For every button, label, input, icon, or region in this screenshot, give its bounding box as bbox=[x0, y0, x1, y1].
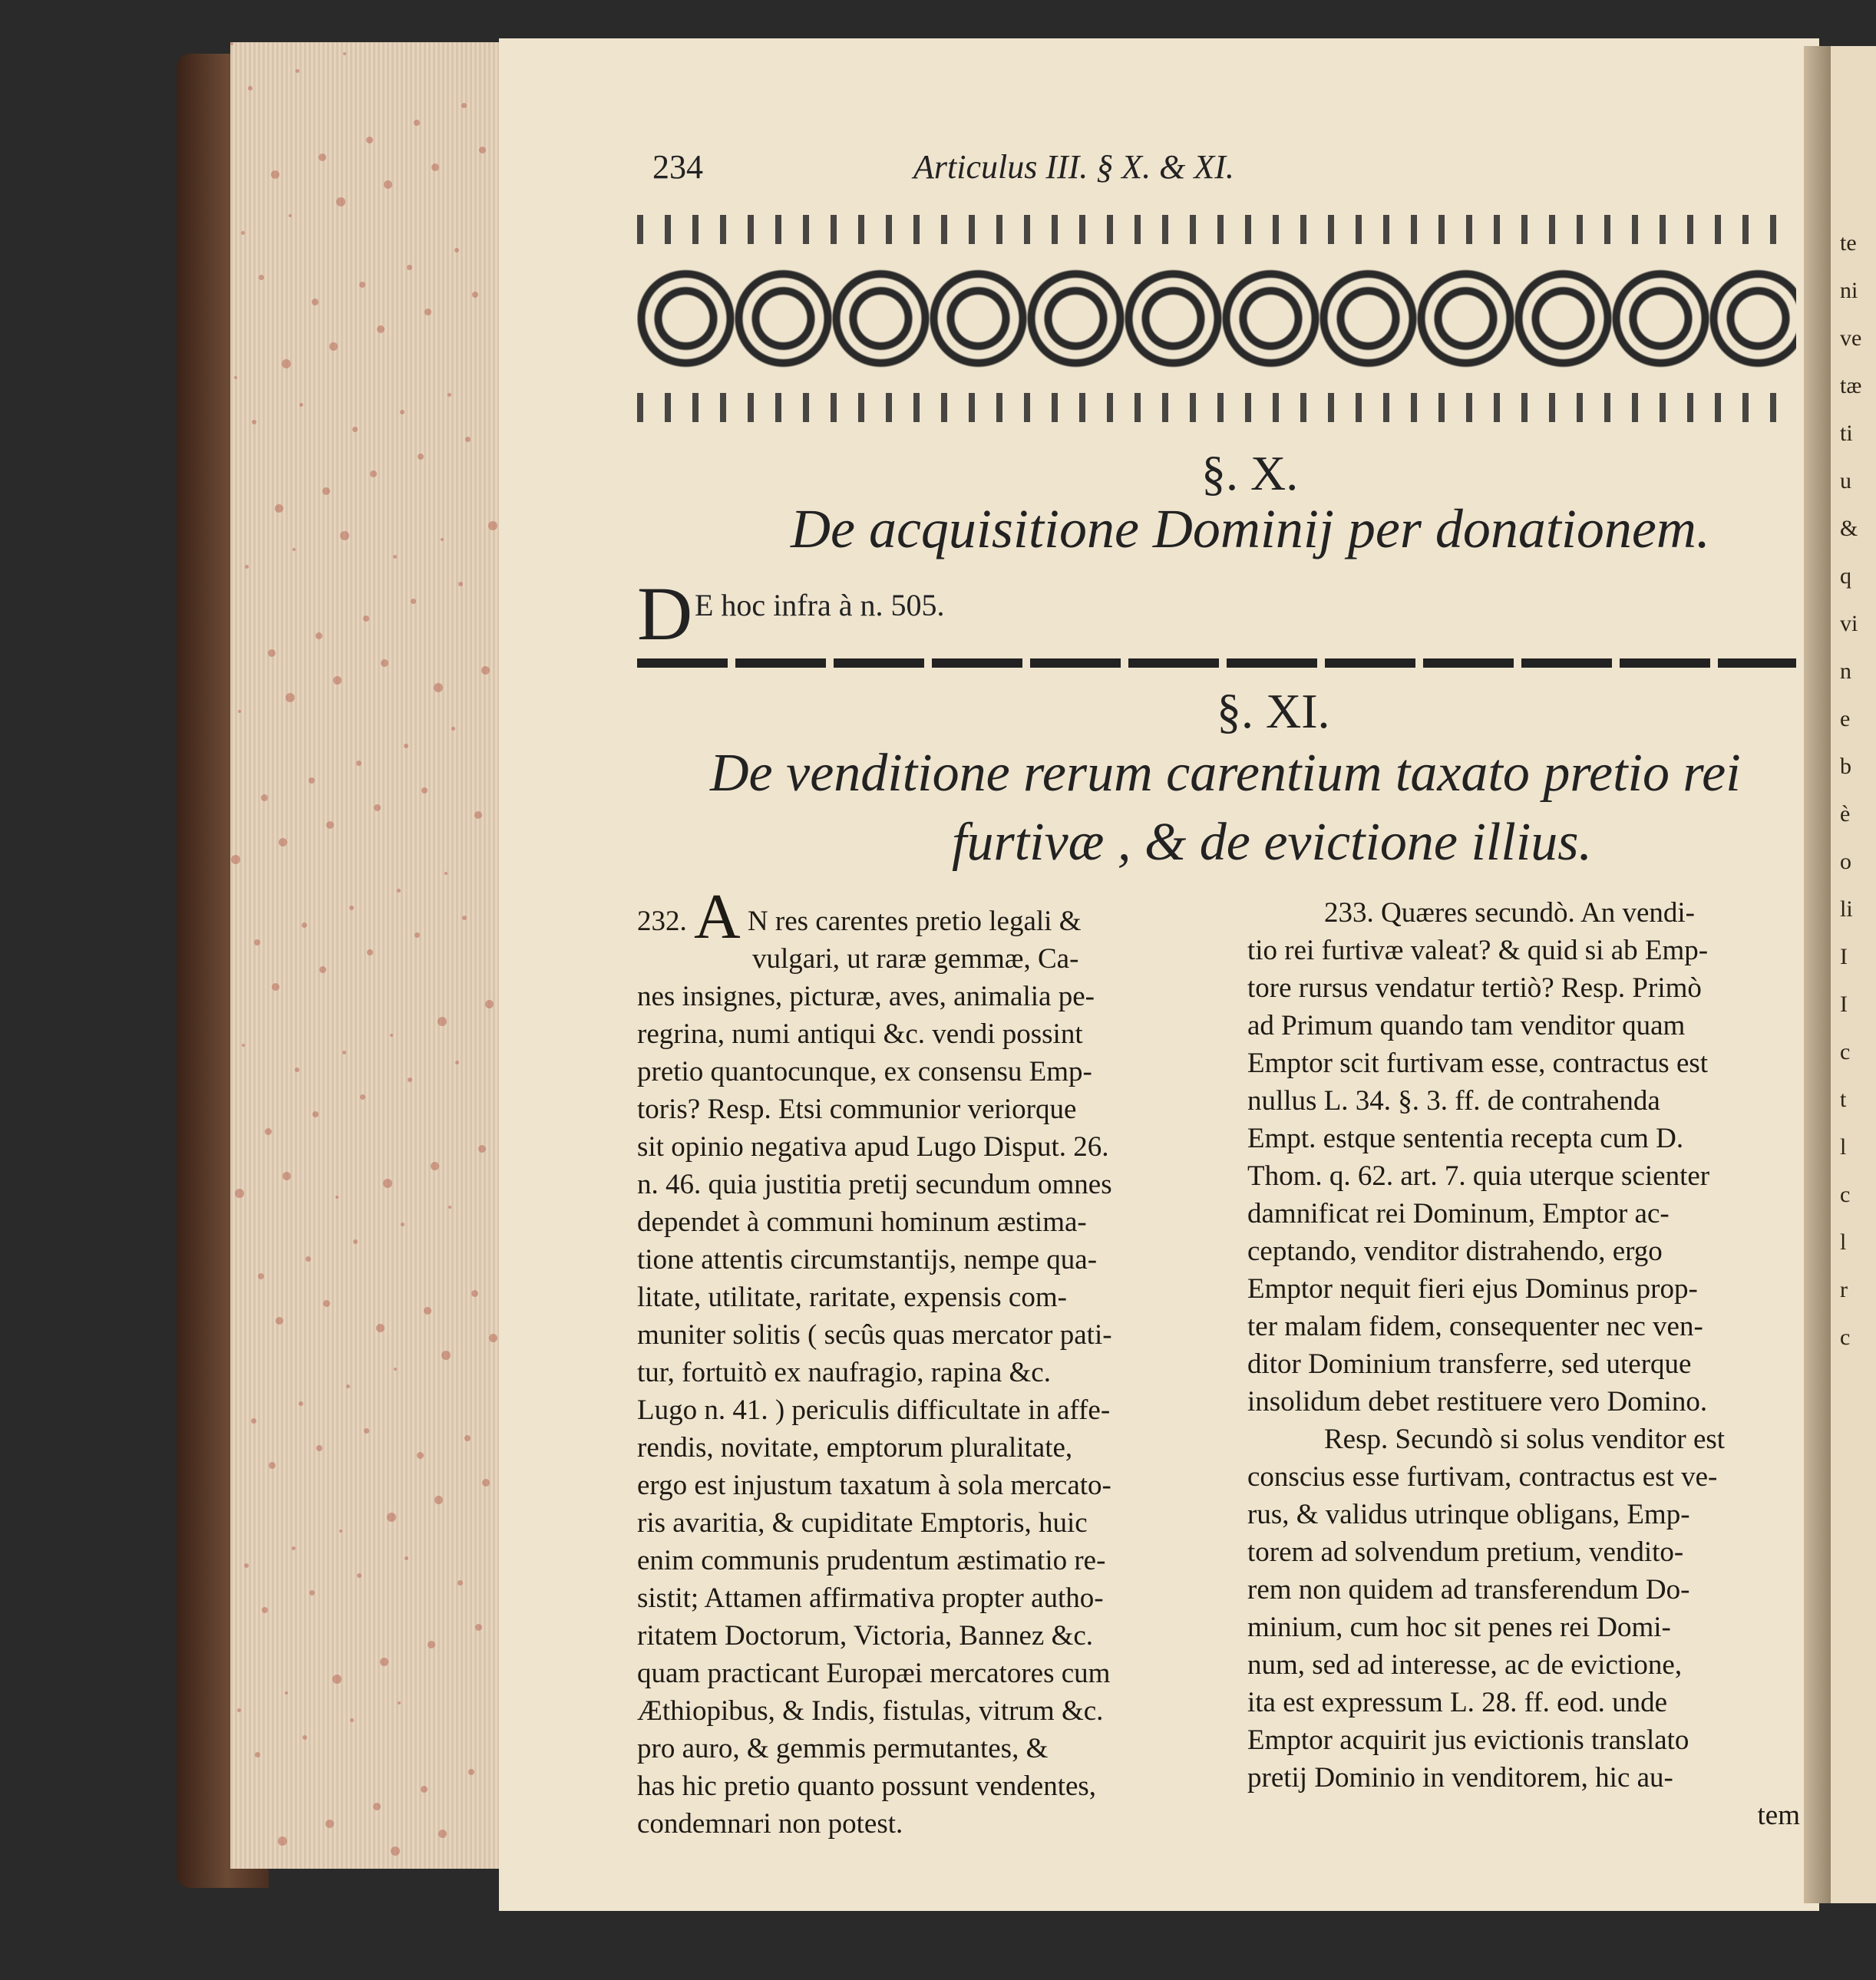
edge-speck bbox=[278, 1836, 287, 1846]
edge-speck bbox=[356, 761, 362, 766]
edge-speck bbox=[258, 1273, 264, 1279]
facing-page-fragment: c bbox=[1840, 1325, 1851, 1350]
verso-page bbox=[499, 38, 1819, 1911]
edge-speck bbox=[414, 120, 420, 126]
edge-speck bbox=[455, 1061, 459, 1064]
edge-speck bbox=[325, 1820, 334, 1828]
paragraph-232-opening bbox=[637, 881, 1209, 952]
edge-speck bbox=[401, 1223, 405, 1226]
facing-page-fragment: ni bbox=[1840, 278, 1858, 303]
text-line: torem ad solvendum pretium, vendito- bbox=[1247, 1536, 1684, 1568]
edge-speck bbox=[326, 821, 334, 829]
edge-speck bbox=[471, 1290, 478, 1297]
text-line: tio rei furtivæ valeat? & quid si ab Emp- bbox=[1247, 935, 1709, 966]
edge-speck bbox=[312, 1111, 319, 1117]
edge-speck bbox=[367, 949, 373, 955]
ornament-middle-band bbox=[637, 257, 1796, 380]
edge-speck bbox=[488, 521, 497, 530]
edge-speck bbox=[394, 1368, 397, 1371]
facing-page-fragment: tæ bbox=[1840, 373, 1862, 398]
edge-speck bbox=[431, 163, 439, 171]
edge-speck bbox=[353, 1239, 358, 1244]
edge-speck bbox=[359, 282, 365, 288]
text-line: sistit; Attamen affirmativa propter autho- bbox=[637, 1582, 1104, 1614]
page-header bbox=[499, 147, 1819, 186]
edge-speck bbox=[322, 487, 330, 495]
facing-page-fragment: I bbox=[1840, 992, 1848, 1017]
edge-speck bbox=[458, 582, 463, 586]
text-line: rendis, novitate, emptorum pluralitate, bbox=[637, 1432, 1073, 1464]
edge-speck bbox=[489, 1334, 497, 1342]
facing-page-fragment: n bbox=[1840, 658, 1851, 684]
edge-speck bbox=[457, 1580, 463, 1586]
edge-speck bbox=[276, 1317, 283, 1325]
edge-speck bbox=[441, 1351, 451, 1360]
edge-speck bbox=[384, 180, 392, 189]
edge-speck bbox=[230, 42, 233, 45]
text-line: tem bbox=[1757, 1800, 1800, 1831]
text-line: ris avaritia, & cupiditate Emptoris, huic bbox=[637, 1507, 1088, 1539]
text-line: dependet à communi hominum æstima- bbox=[637, 1206, 1087, 1238]
edge-speck bbox=[481, 666, 490, 675]
text-line: conscius esse furtivam, contractus est ve- bbox=[1247, 1461, 1718, 1493]
edge-speck bbox=[289, 214, 292, 217]
text-line: Thom. q. 62. art. 7. quia uterque scienter bbox=[1247, 1160, 1710, 1192]
edge-speck bbox=[357, 1573, 362, 1578]
text-line: Lugo n. 41. ) periculis difficultate in affe- bbox=[637, 1394, 1111, 1426]
edge-speck bbox=[428, 1641, 435, 1648]
edge-speck bbox=[275, 504, 283, 513]
edge-speck bbox=[400, 410, 405, 414]
edge-speck bbox=[438, 1830, 447, 1838]
text-line: Emptor nequit fieri ejus Dominus prop- bbox=[1247, 1273, 1698, 1305]
edge-speck bbox=[376, 1324, 385, 1332]
edge-speck bbox=[306, 1256, 311, 1262]
edge-speck bbox=[421, 1786, 428, 1793]
section-x-title: De acquisitione Dominij per donationem. bbox=[791, 498, 1710, 559]
edge-speck bbox=[251, 1418, 256, 1424]
edge-speck bbox=[231, 855, 240, 864]
edge-speck bbox=[252, 420, 256, 424]
text-line: pretij Dominio in venditorem, hic au- bbox=[1247, 1762, 1673, 1794]
edge-speck bbox=[363, 615, 369, 622]
edge-speck bbox=[374, 804, 381, 811]
text-line: nes insignes, picturæ, aves, animalia pe- bbox=[637, 981, 1095, 1012]
edge-speck bbox=[405, 1556, 408, 1560]
text-line: ter malam fidem, consequenter nec ven- bbox=[1247, 1311, 1703, 1342]
facing-page-fragment: & bbox=[1840, 516, 1858, 541]
edge-speck bbox=[319, 153, 326, 161]
edge-speck bbox=[397, 889, 401, 893]
facing-page-fragment: l bbox=[1840, 1134, 1847, 1160]
edge-speck bbox=[434, 683, 443, 692]
edge-speck bbox=[462, 916, 467, 920]
text-line: vulgari, ut raræ gemmæ, Ca- bbox=[752, 943, 1079, 975]
edge-speck bbox=[299, 1401, 303, 1406]
edge-speck bbox=[451, 727, 455, 731]
section-divider-rule bbox=[637, 658, 1796, 668]
edge-speck bbox=[398, 1701, 401, 1704]
facing-page-fragment: q bbox=[1840, 563, 1851, 589]
edge-speck bbox=[268, 649, 276, 657]
section-xi-title-line2: furtivæ , & de evictione illius. bbox=[952, 813, 1593, 872]
edge-speck bbox=[286, 693, 295, 702]
edge-speck bbox=[295, 1068, 299, 1072]
edge-speck bbox=[421, 787, 428, 794]
edge-speck bbox=[479, 147, 486, 153]
edge-speck bbox=[242, 1044, 245, 1047]
edge-speck bbox=[475, 1624, 482, 1631]
edge-speck bbox=[271, 170, 279, 179]
edge-speck bbox=[339, 1530, 342, 1533]
edge-speck bbox=[464, 1435, 471, 1441]
edge-speck bbox=[282, 359, 291, 368]
text-line: Empt. estque sententia recepta cum D. bbox=[1247, 1123, 1684, 1154]
edge-speck bbox=[431, 1162, 439, 1170]
text-line: Æthiopibus, & Indis, fistulas, vitrum &c. bbox=[637, 1695, 1104, 1727]
facing-page-fragment: ve bbox=[1840, 325, 1862, 351]
edge-speck bbox=[335, 1196, 339, 1199]
text-line: ergo est injustum taxatum à sola mercato- bbox=[637, 1470, 1111, 1501]
edge-speck bbox=[241, 231, 245, 235]
facing-page-fragment: c bbox=[1840, 1182, 1851, 1207]
text-line: pro auro, & gemmis permutantes, & bbox=[637, 1733, 1049, 1764]
facing-page-fragment: o bbox=[1840, 849, 1851, 874]
edge-speck bbox=[349, 906, 354, 910]
decorative-headpiece bbox=[637, 215, 1796, 422]
facing-page-fragment: vi bbox=[1840, 611, 1858, 636]
book-gutter bbox=[1804, 46, 1835, 1903]
running-head: Articulus III. § X. & XI. bbox=[913, 148, 1234, 186]
edge-speck bbox=[444, 872, 448, 875]
edge-speck bbox=[364, 1428, 369, 1434]
edge-speck bbox=[254, 939, 260, 945]
edge-speck bbox=[282, 1172, 291, 1180]
text-line: Resp. Secundò si solus venditor est bbox=[1324, 1424, 1726, 1455]
facing-page-fragment: c bbox=[1840, 1039, 1851, 1064]
edge-speck bbox=[391, 1846, 400, 1856]
edge-speck bbox=[316, 1445, 322, 1451]
edge-speck bbox=[285, 1691, 288, 1695]
edge-speck bbox=[237, 1708, 241, 1712]
edge-speck bbox=[438, 1017, 447, 1026]
text-line: n. 46. quia justitia pretij secundum omnes bbox=[637, 1169, 1112, 1200]
facing-page-fragment: l bbox=[1840, 1229, 1847, 1255]
section-x-heading: §. X. bbox=[1201, 446, 1299, 500]
section-xi-title-line1: De venditione rerum carentium taxato pretio rei bbox=[710, 744, 1741, 803]
facing-page-fragment: u bbox=[1840, 468, 1851, 493]
text-line: tore rursus vendatur tertiò? Resp. Primò bbox=[1247, 972, 1702, 1004]
edge-speck bbox=[448, 1206, 451, 1209]
ornament-top-row bbox=[637, 215, 1796, 244]
text-line: condemnari non potest. bbox=[637, 1808, 903, 1840]
edge-speck bbox=[404, 744, 408, 748]
text-line: quam practicant Europæi mercatores cum bbox=[637, 1658, 1111, 1689]
edge-speck bbox=[302, 922, 307, 928]
edge-speck bbox=[407, 265, 412, 270]
edge-speck bbox=[309, 1590, 315, 1596]
initial-letter: A bbox=[694, 881, 741, 952]
edge-speck bbox=[441, 538, 444, 541]
edge-speck bbox=[265, 1128, 272, 1135]
left-text-column bbox=[637, 881, 1209, 1843]
edge-speck bbox=[245, 565, 249, 569]
edge-speck bbox=[408, 1077, 412, 1082]
edge-speck bbox=[370, 470, 377, 477]
edge-speck bbox=[279, 838, 287, 846]
edge-speck bbox=[248, 86, 253, 91]
edge-speck bbox=[309, 777, 315, 784]
edge-speck bbox=[292, 1546, 296, 1550]
edge-speck bbox=[329, 342, 338, 351]
text-line: muniter solitis ( secûs quas mercator pati- bbox=[637, 1319, 1112, 1351]
edge-speck bbox=[478, 1145, 486, 1153]
edge-speck bbox=[352, 427, 358, 432]
text-line: regrina, numi antiqui &c. vendi possint bbox=[637, 1018, 1083, 1050]
edge-speck bbox=[390, 1034, 393, 1037]
facing-page-fragment: e bbox=[1840, 706, 1851, 731]
right-text-column bbox=[1247, 894, 1800, 1834]
edge-speck bbox=[387, 1513, 396, 1522]
text-line: toris? Resp. Etsi communior veriorque bbox=[637, 1094, 1077, 1125]
edge-speck bbox=[340, 531, 349, 540]
text-line: damnificat rei Dominum, Emptor ac- bbox=[1247, 1198, 1670, 1229]
edge-speck bbox=[434, 1496, 443, 1504]
edge-speck bbox=[381, 659, 388, 667]
edge-speck bbox=[238, 710, 241, 713]
facing-page-fragment: t bbox=[1840, 1087, 1847, 1112]
text-line: ditor Dominium transferre, sed uterque bbox=[1247, 1348, 1692, 1380]
edge-speck bbox=[360, 1094, 365, 1100]
facing-page-fragment: b bbox=[1840, 754, 1851, 779]
edge-speck bbox=[299, 403, 303, 407]
edge-speck bbox=[448, 393, 451, 397]
text-line: ceptando, venditor distrahendo, ergo bbox=[1247, 1236, 1663, 1267]
edge-speck bbox=[380, 1658, 388, 1666]
page-number: 234 bbox=[652, 148, 703, 186]
text-line: rus, & validus utrinque obligans, Emp- bbox=[1247, 1499, 1690, 1530]
facing-page-fragment: te bbox=[1840, 230, 1857, 256]
edge-speck bbox=[259, 275, 264, 280]
section-x-text: E hoc infra à n. 505. bbox=[695, 588, 945, 622]
edge-speck bbox=[468, 1769, 474, 1775]
text-line: ad Primum quando tam venditor quam bbox=[1247, 1010, 1686, 1041]
edge-speck bbox=[418, 454, 424, 460]
edge-speck bbox=[319, 966, 326, 973]
text-line: Emptor scit furtivam esse, contractus est bbox=[1247, 1048, 1709, 1079]
text-line: enim communis prudentum æstimatio re- bbox=[637, 1545, 1106, 1576]
edge-speck bbox=[461, 103, 467, 108]
edge-speck bbox=[244, 1563, 249, 1568]
edge-speck bbox=[302, 1735, 307, 1740]
edge-speck bbox=[366, 137, 373, 144]
facing-page-edge bbox=[1831, 46, 1876, 1903]
edge-speck bbox=[482, 1479, 490, 1487]
edge-speck bbox=[350, 1718, 354, 1722]
edge-speck bbox=[417, 1452, 424, 1459]
edge-speck bbox=[235, 1189, 244, 1198]
page-edges bbox=[230, 42, 507, 1869]
edge-speck bbox=[332, 1675, 342, 1684]
edge-speck bbox=[234, 376, 237, 379]
text-line: num, sed ad interesse, ac de evictione, bbox=[1247, 1649, 1683, 1681]
edge-speck bbox=[474, 811, 482, 819]
paragraph-number: 232. bbox=[637, 906, 687, 937]
edge-speck bbox=[323, 1300, 330, 1307]
edge-speck bbox=[346, 1384, 350, 1388]
edge-speck bbox=[336, 197, 345, 206]
edge-speck bbox=[333, 676, 342, 685]
text-line: 233. Quæres secundò. An vendi- bbox=[1324, 897, 1695, 929]
text-line: insolidum debet restituere vero Domino. bbox=[1247, 1386, 1708, 1417]
edge-speck bbox=[377, 325, 385, 333]
facing-page-fragment: li bbox=[1840, 896, 1853, 922]
right-column-lines bbox=[1247, 894, 1800, 1834]
facing-page-fragment: ti bbox=[1840, 421, 1853, 446]
facing-page-fragment: I bbox=[1840, 944, 1848, 969]
edge-speck bbox=[292, 548, 296, 551]
text-line: N res carentes pretio legali & bbox=[747, 906, 1082, 937]
edge-speck bbox=[383, 1179, 392, 1188]
text-line: tur, fortuitò ex naufragio, rapina &c. bbox=[637, 1357, 1051, 1388]
edge-speck bbox=[342, 1051, 346, 1054]
text-line: Emptor acquirit jus evictionis translato bbox=[1247, 1724, 1689, 1756]
edge-speck bbox=[465, 437, 471, 442]
edge-speck bbox=[373, 1803, 381, 1810]
text-line: pretio quantocunque, ex consensu Emp- bbox=[637, 1056, 1092, 1087]
edge-speck bbox=[296, 69, 299, 73]
facing-page-fragment: r bbox=[1840, 1277, 1848, 1302]
edge-speck bbox=[272, 983, 279, 991]
edge-speck bbox=[255, 1752, 260, 1757]
text-line: sit opinio negativa apud Lugo Disput. 26. bbox=[637, 1131, 1109, 1163]
text-line: ita est expressum L. 28. ff. eod. unde bbox=[1247, 1687, 1667, 1718]
edge-speck bbox=[472, 292, 478, 298]
text-line: ritatem Doctorum, Victoria, Bannez &c. bbox=[637, 1620, 1094, 1652]
text-line: minium, cum hoc sit penes rei Domi- bbox=[1247, 1612, 1671, 1643]
left-column-lines bbox=[637, 940, 1209, 1843]
edge-speck bbox=[424, 309, 431, 315]
edge-speck bbox=[315, 632, 322, 639]
text-line: has hic pretio quanto possunt vendentes, bbox=[637, 1770, 1097, 1802]
edge-speck bbox=[411, 599, 416, 604]
edge-speck bbox=[312, 299, 319, 305]
edge-speck bbox=[269, 1462, 276, 1469]
edge-speck bbox=[415, 932, 420, 938]
text-line: rem non quidem ad transferendum Do- bbox=[1247, 1574, 1690, 1605]
facing-page-fragment: è bbox=[1840, 801, 1851, 827]
text-line: tione attentis circumstantijs, nempe qua- bbox=[637, 1244, 1098, 1275]
ornament-bottom-row bbox=[637, 393, 1796, 422]
edge-speck bbox=[454, 248, 459, 252]
edge-speck bbox=[485, 1000, 494, 1008]
drop-cap: D bbox=[637, 571, 693, 656]
edge-speck bbox=[343, 52, 346, 55]
text-line: litate, utilitate, raritate, expensis com- bbox=[637, 1282, 1067, 1313]
edge-speck bbox=[424, 1307, 431, 1315]
section-xi-heading: §. XI. bbox=[1217, 684, 1330, 738]
edge-speck bbox=[261, 794, 268, 801]
text-line: nullus L. 34. §. 3. ff. de contrahenda bbox=[1247, 1085, 1660, 1117]
edge-speck bbox=[262, 1607, 268, 1613]
edge-speck bbox=[393, 555, 397, 559]
